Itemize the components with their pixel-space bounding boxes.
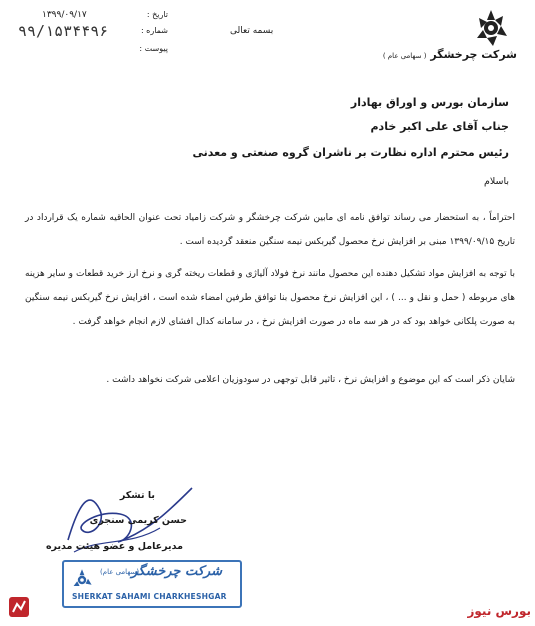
watermark-bourse-news: بورس نیوز <box>467 604 531 618</box>
stamp-subtitle: (سهامی عام) <box>100 568 140 576</box>
signatory-name: حسن کریمی سنجری <box>89 515 187 526</box>
signatory-title: مدیرعامل و عضو هیئت مدیره <box>45 541 183 552</box>
recipient-title: رئیس محترم اداره نظارت بر ناشران گروه صنعتی و معدنی <box>192 146 509 159</box>
recipient-name: جناب آقای علی اکبر خادم <box>370 120 509 133</box>
body-paragraph-1: احتراماً ، به استحضار می رساند توافق نامه ای مابین شرکت چرخشگر و شرکت زامیاد تحت عنوان الحاقیه شماره یک قرارداد در تاریخ ۱۳۹۹/۰۹/۱۵ مبنی بر افزایش نرخ محصول گیربکس نیمه سنگین منعقد گردیده است . <box>25 213 515 247</box>
bourse-news-logo-icon <box>8 596 30 618</box>
body-paragraph-2: با توجه به افزایش مواد تشکیل دهنده این محصول مانند نرخ فولاد آلیاژی و قطعات ریخته گری و نرخ ارز خرید قطعات و سایر هزینه های مربوطه ( حمل و نقل و ... ) ، این افزایش نرخ محصول بنا توافق طرفین امضاء شده است ، افزایش نرخ گیربکس نیمه سنگین به صورت پلکانی خواهد بود که در هر سه ماه در صورت افزایش نرخ ، در سامانه کدال افشای لازم انجام خواهد گرفت . <box>25 269 515 327</box>
date-value: ۱۳۹۹/۰۹/۱۷ <box>42 10 87 20</box>
number-label: شماره : <box>140 26 168 35</box>
number-value: ۹۹/۱۵۳۴۴۹۶ <box>18 22 109 40</box>
gear-cog-logo-icon <box>471 8 511 48</box>
stamp-latin-name: SHERKAT SAHAMI CHARKHESHGAR <box>72 592 227 601</box>
letter-meta <box>18 8 168 56</box>
body-paragraph-3: شایان ذکر است که این موضوع و افزایش نرخ ، تاثیر قابل توجهی در سودوزیان اعلامی شرکت نخواهد داشت . <box>106 375 515 385</box>
company-stamp <box>62 560 242 608</box>
company-subtitle: ( سهامی عام ) <box>382 52 427 60</box>
company-logo <box>382 8 517 70</box>
date-label: تاریخ : <box>146 10 168 19</box>
invocation-text: بسمه تعالی <box>230 26 274 36</box>
attachment-label: پیوست : <box>139 44 168 53</box>
recipient-organization: سازمان بورس و اوراق بهادار <box>350 96 509 109</box>
greeting: باسلام <box>483 176 509 187</box>
company-name: شرکت چرخشگر ( سهامی عام ) <box>382 48 517 61</box>
stamp-gear-icon <box>70 568 94 592</box>
stamp-company-name: شرکت چرخشگر <box>131 564 222 579</box>
signature-thanks: با تشکر <box>119 490 155 501</box>
